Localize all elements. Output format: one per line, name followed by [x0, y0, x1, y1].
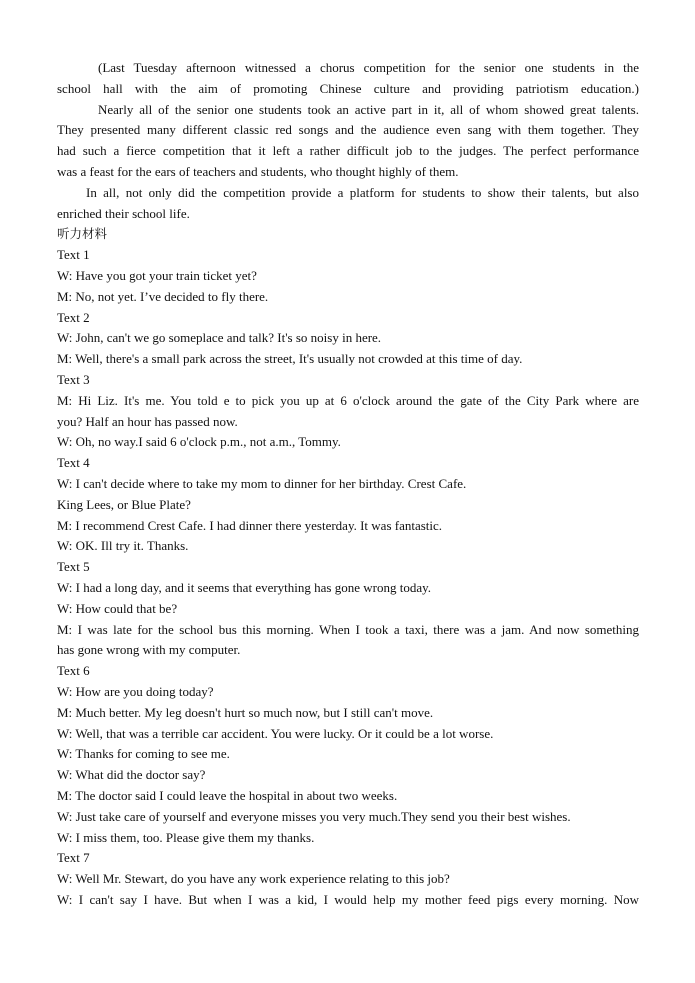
text-label: Text 4 — [57, 455, 90, 471]
dialogue-line: W: How are you doing today? — [57, 684, 214, 699]
paragraph-line: was a feast for the ears of teachers and students, who thought highly of them. — [57, 164, 459, 179]
dialogue-line: W: What did the doctor say? — [57, 767, 206, 783]
dialogue-line: W: Well Mr. Stewart, do you have any work experience relating to this job? — [57, 871, 450, 887]
paragraph-line: In all, not only did the competition provide a platform for students to show their talents, but also — [86, 184, 639, 200]
paragraph-line: They presented many different classic red songs and the audience even sang with them together. They — [57, 122, 639, 138]
dialogue-line: W: OK. Ill try it. Thanks. — [57, 538, 189, 554]
dialogue-line: W: I can't say I have. But when I was a kid, I would help my mother feed pigs every morning. Now — [57, 892, 639, 907]
dialogue-line: W: John, can't we go someplace and talk? It's so noisy in here. — [57, 330, 382, 346]
dialogue-line: M: I was late for the school bus this morning. When I took a taxi, there was a jam. And now something — [57, 621, 639, 637]
dialogue-line: W: Oh, no way.I said 6 o'clock p.m., not a.m., Tommy. — [57, 434, 341, 450]
paragraph-line: enriched their school life. — [57, 205, 190, 221]
dialogue-line: you? Half an hour has passed now. — [57, 413, 238, 429]
dialogue-line: M: Much better. My leg doesn't hurt so much now, but I still can't move. — [57, 704, 434, 720]
text-label: Text 3 — [57, 372, 90, 387]
text-label: Text 7 — [57, 850, 90, 866]
dialogue-line: W: How could that be? — [57, 600, 178, 616]
dialogue-line: King Lees, or Blue Plate? — [57, 496, 191, 512]
dialogue-line: M: The doctor said I could leave the hospital in about two weeks. — [57, 788, 398, 803]
dialogue-line: W: Have you got your train ticket yet? — [57, 268, 257, 283]
dialogue-line: M: No, not yet. I’ve decided to fly there. — [57, 288, 269, 304]
paragraph-line: Nearly all of the senior one students took an active part in it, all of whom showed great talents. — [98, 101, 639, 117]
dialogue-line: W: I miss them, too. Please give them my thanks. — [57, 829, 315, 845]
paragraph-line: (Last Tuesday afternoon witnessed a chorus competition for the senior one students in the — [98, 60, 639, 75]
text-label: Text 2 — [57, 309, 90, 325]
text-label: Text 1 — [57, 247, 90, 263]
dialogue-line: W: Just take care of yourself and everyone misses you very much.They send you their best wishes. — [57, 808, 571, 824]
text-label: Text 6 — [57, 663, 90, 679]
section-title: 听力材料 — [57, 226, 108, 242]
dialogue-line: M: Hi Liz. It's me. You told e to pick you up at 6 o'clock around the gate of the City Park where are — [57, 392, 639, 408]
dialogue-line: has gone wrong with my computer. — [57, 642, 241, 658]
text-label: Text 5 — [57, 559, 90, 575]
dialogue-line: W: I can't decide where to take my mom to dinner for her birthday. Crest Cafe. — [57, 476, 467, 491]
dialogue-line: W: I had a long day, and it seems that everything has gone wrong today. — [57, 580, 432, 595]
dialogue-line: M: I recommend Crest Cafe. I had dinner there yesterday. It was fantastic. — [57, 517, 443, 533]
dialogue-line: W: Well, that was a terrible car accident. You were lucky. Or it could be a lot worse. — [57, 725, 494, 741]
dialogue-line: W: Thanks for coming to see me. — [57, 746, 230, 762]
paragraph-line: had such a fierce competition that it left a rather difficult job to the judges. The perfect performance — [57, 143, 639, 159]
dialogue-line: M: Well, there's a small park across the street, It's usually not crowded at this time of day. — [57, 351, 523, 367]
paragraph-line: school hall with the aim of promoting Chinese culture and providing patriotism education.) — [57, 80, 639, 96]
